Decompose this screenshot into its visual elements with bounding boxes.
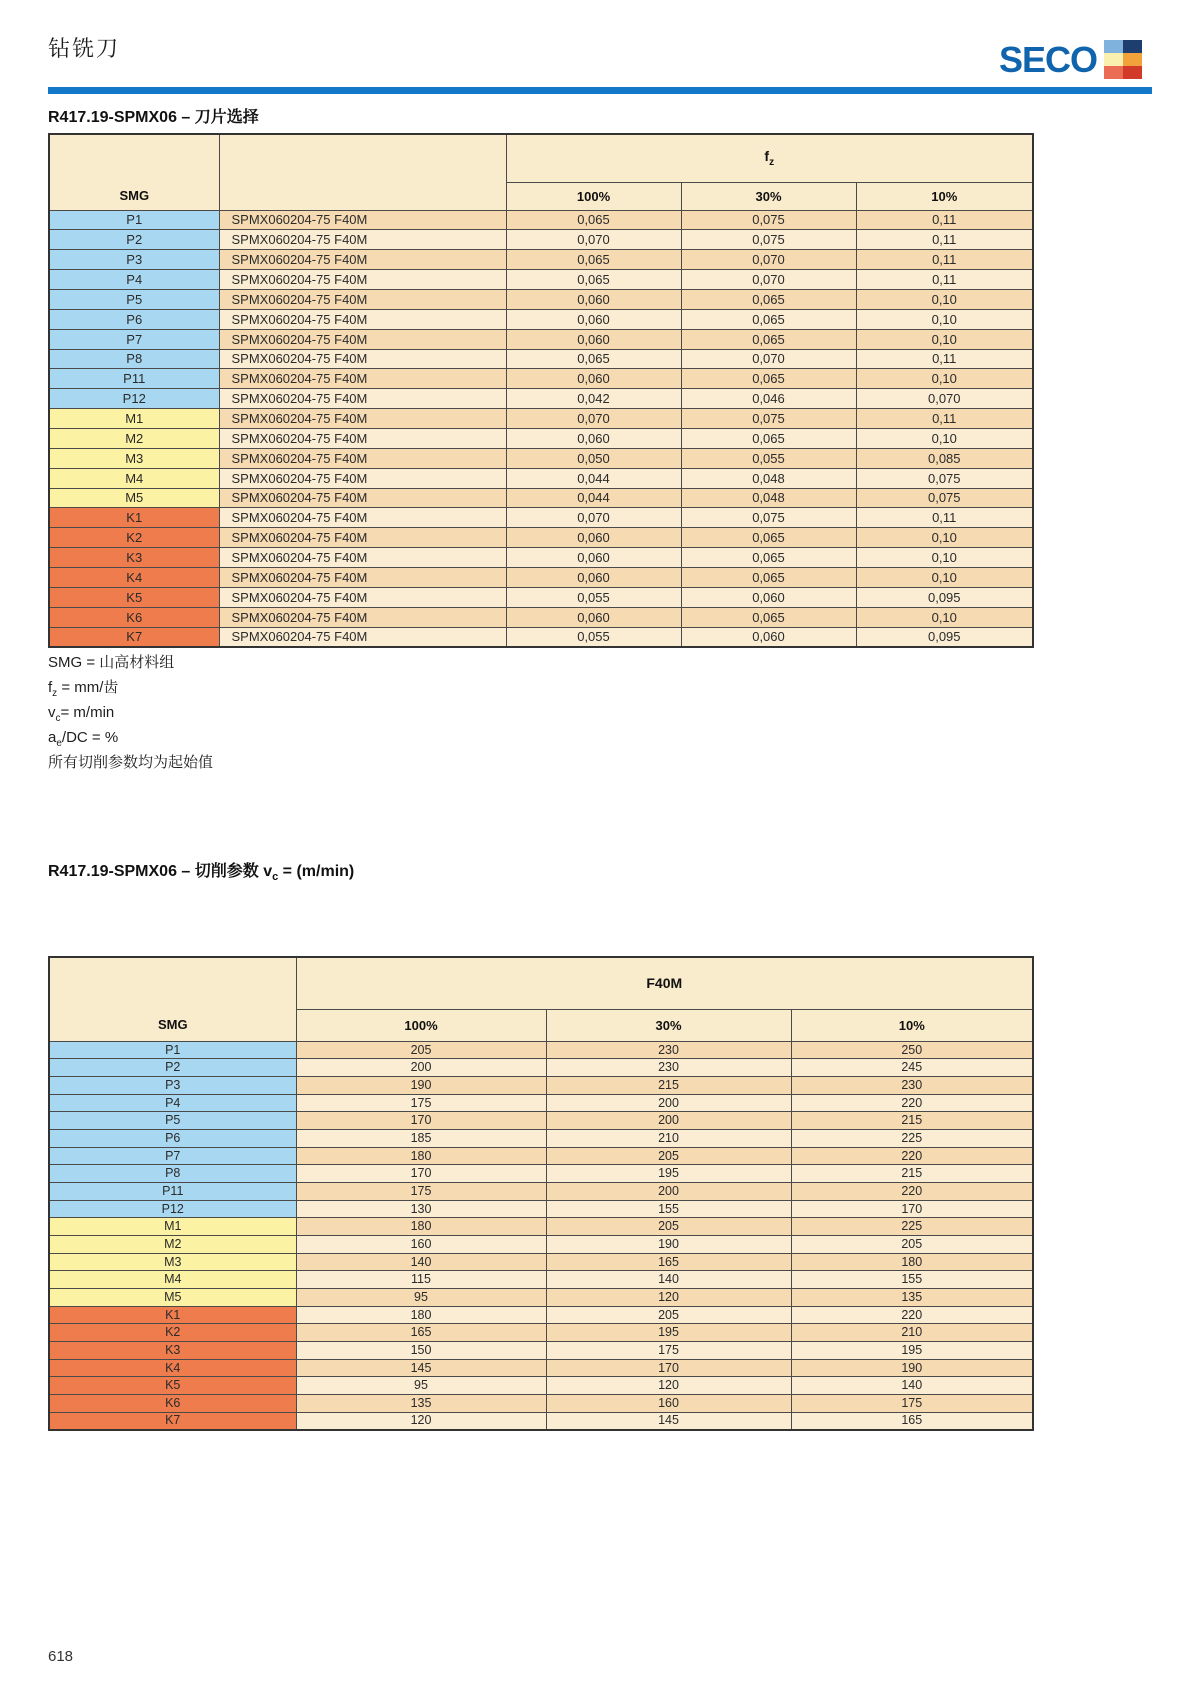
smg-cell: K4 [49, 1359, 296, 1377]
table-row [49, 567, 1033, 587]
value-10-cell: 220 [791, 1306, 1033, 1324]
value-10-cell: 0,10 [856, 567, 1033, 587]
smg-cell: P4 [49, 270, 219, 290]
insert-column-header [219, 134, 506, 210]
smg-cell: K6 [49, 1394, 296, 1412]
value-30-cell: 165 [546, 1253, 791, 1271]
value-10-cell: 220 [791, 1094, 1033, 1112]
value-100-cell: 170 [296, 1165, 546, 1183]
value-30-cell: 195 [546, 1324, 791, 1342]
percent-header-10: 10% [791, 1009, 1033, 1041]
logo-square-icon [1104, 40, 1123, 53]
table-row [49, 528, 1033, 548]
table-row [49, 1147, 1033, 1165]
footnote: $f_z = mm/$齿 [48, 679, 119, 699]
value-100-cell: 0,070 [506, 508, 681, 528]
value-100-cell: 0,060 [506, 567, 681, 587]
value-30-cell: 160 [546, 1394, 791, 1412]
smg-cell: M1 [49, 409, 219, 429]
smg-cell: M5 [49, 488, 219, 508]
seco-logo [999, 40, 1142, 79]
value-10-cell: 0,10 [856, 369, 1033, 389]
logo-square-icon [1123, 40, 1142, 53]
cutting-data-title: R417.19-SPMX06 – 切削参数 $v_c = (m/\min)$ [48, 863, 355, 884]
value-10-cell: 245 [791, 1059, 1033, 1077]
smg-cell: P12 [49, 1200, 296, 1218]
value-10-cell: 0,10 [856, 289, 1033, 309]
table-row [49, 627, 1033, 647]
footnote: $a_e/DC$ = % [48, 729, 119, 749]
table-row [49, 329, 1033, 349]
value-10-cell: 0,085 [856, 448, 1033, 468]
value-10-cell: 225 [791, 1129, 1033, 1147]
smg-cell: M1 [49, 1218, 296, 1236]
value-30-cell: 120 [546, 1288, 791, 1306]
table-row [49, 1412, 1033, 1430]
value-10-cell: 135 [791, 1288, 1033, 1306]
value-30-cell: 205 [546, 1218, 791, 1236]
value-10-cell: 0,075 [856, 488, 1033, 508]
smg-cell: P8 [49, 1165, 296, 1183]
table-row [49, 428, 1033, 448]
value-100-cell: 0,060 [506, 528, 681, 548]
value-30-cell: 175 [546, 1341, 791, 1359]
seco-logo-icon [1104, 40, 1142, 79]
insert-designation-cell: SPMX060204-75 F40M [219, 289, 506, 309]
value-30-cell: 155 [546, 1200, 791, 1218]
table-row [49, 389, 1033, 409]
value-100-cell: 165 [296, 1324, 546, 1342]
table-row [49, 1112, 1033, 1130]
value-100-cell: 180 [296, 1147, 546, 1165]
value-100-cell: 170 [296, 1112, 546, 1130]
table-row [49, 1076, 1033, 1094]
value-10-cell: 0,075 [856, 468, 1033, 488]
smg-cell: P11 [49, 369, 219, 389]
page-title: 钻铣刀 [48, 36, 121, 61]
value-100-cell: 135 [296, 1394, 546, 1412]
footnotes [48, 650, 213, 775]
footnote: 所有切削参数均为起始值 [48, 754, 214, 771]
logo-square-icon [1104, 66, 1123, 79]
value-100-cell: 0,060 [506, 428, 681, 448]
insert-designation-cell: SPMX060204-75 F40M [219, 488, 506, 508]
value-10-cell: 0,11 [856, 349, 1033, 369]
value-10-cell: 0,10 [856, 329, 1033, 349]
value-100-cell: 140 [296, 1253, 546, 1271]
value-100-cell: 180 [296, 1218, 546, 1236]
value-10-cell: 210 [791, 1324, 1033, 1342]
smg-cell: P2 [49, 1059, 296, 1077]
insert-designation-cell: SPMX060204-75 F40M [219, 309, 506, 329]
table-row [49, 488, 1033, 508]
value-10-cell: 170 [791, 1200, 1033, 1218]
table-row [49, 1218, 1033, 1236]
footnote: SMG = 山高材料组 [48, 654, 175, 671]
value-10-cell: 175 [791, 1394, 1033, 1412]
table-row [49, 1306, 1033, 1324]
table-row [49, 1359, 1033, 1377]
smg-cell: K1 [49, 1306, 296, 1324]
smg-cell: P5 [49, 289, 219, 309]
value-10-cell: 0,11 [856, 508, 1033, 528]
value-30-cell: 0,065 [681, 567, 856, 587]
insert-designation-cell: SPMX060204-75 F40M [219, 230, 506, 250]
percent-header-10: 10% [856, 182, 1033, 210]
value-30-cell: 190 [546, 1235, 791, 1253]
smg-cell: P2 [49, 230, 219, 250]
value-10-cell: 220 [791, 1182, 1033, 1200]
insert-selection-table [48, 133, 1034, 648]
value-100-cell: 0,070 [506, 409, 681, 429]
footnote: $v_c= m/\min$ [48, 704, 115, 724]
value-30-cell: 210 [546, 1129, 791, 1147]
value-30-cell: 215 [546, 1076, 791, 1094]
value-100-cell: 130 [296, 1200, 546, 1218]
value-30-cell: 205 [546, 1306, 791, 1324]
percent-header-100: 100% [296, 1009, 546, 1041]
smg-cell: K5 [49, 587, 219, 607]
value-10-cell: 215 [791, 1112, 1033, 1130]
smg-cell: M3 [49, 1253, 296, 1271]
smg-cell: P7 [49, 329, 219, 349]
smg-cell: P11 [49, 1182, 296, 1200]
insert-designation-cell: SPMX060204-75 F40M [219, 270, 506, 290]
value-10-cell: 220 [791, 1147, 1033, 1165]
table-row [49, 1377, 1033, 1395]
smg-cell: P4 [49, 1094, 296, 1112]
value-30-cell: 0,065 [681, 607, 856, 627]
value-100-cell: 145 [296, 1359, 546, 1377]
value-100-cell: 0,070 [506, 230, 681, 250]
table-row [49, 230, 1033, 250]
value-30-cell: 120 [546, 1377, 791, 1395]
value-30-cell: 0,060 [681, 627, 856, 647]
value-10-cell: 0,10 [856, 528, 1033, 548]
insert-designation-cell: SPMX060204-75 F40M [219, 567, 506, 587]
value-10-cell: 190 [791, 1359, 1033, 1377]
value-100-cell: 180 [296, 1306, 546, 1324]
table-row [49, 1288, 1033, 1306]
smg-cell: M2 [49, 1235, 296, 1253]
page-number: 618 [48, 1648, 74, 1665]
insert-designation-cell: SPMX060204-75 F40M [219, 428, 506, 448]
value-10-cell: 0,11 [856, 250, 1033, 270]
value-30-cell: 200 [546, 1112, 791, 1130]
value-100-cell: 0,055 [506, 627, 681, 647]
value-100-cell: 0,060 [506, 329, 681, 349]
value-10-cell: 155 [791, 1271, 1033, 1289]
value-30-cell: 145 [546, 1412, 791, 1430]
value-100-cell: 0,065 [506, 270, 681, 290]
insert-designation-cell: SPMX060204-75 F40M [219, 409, 506, 429]
table-row [49, 1235, 1033, 1253]
smg-cell: K2 [49, 528, 219, 548]
table-row [49, 1094, 1033, 1112]
value-10-cell: 140 [791, 1377, 1033, 1395]
table-row [49, 587, 1033, 607]
value-100-cell: 200 [296, 1059, 546, 1077]
percent-header-30: 30% [681, 182, 856, 210]
value-30-cell: 195 [546, 1165, 791, 1183]
insert-designation-cell: SPMX060204-75 F40M [219, 210, 506, 230]
value-30-cell: 0,048 [681, 468, 856, 488]
value-30-cell: 230 [546, 1041, 791, 1059]
table-row [49, 270, 1033, 290]
value-100-cell: 95 [296, 1288, 546, 1306]
value-10-cell: 180 [791, 1253, 1033, 1271]
grade-group-header: F40M [296, 957, 1033, 1009]
smg-cell: K3 [49, 548, 219, 568]
group-header-row [49, 957, 1033, 1009]
value-30-cell: 0,065 [681, 309, 856, 329]
value-10-cell: 225 [791, 1218, 1033, 1236]
value-30-cell: 0,070 [681, 250, 856, 270]
insert-designation-cell: SPMX060204-75 F40M [219, 468, 506, 488]
value-100-cell: 150 [296, 1341, 546, 1359]
insert-designation-cell: SPMX060204-75 F40M [219, 508, 506, 528]
table-row [49, 409, 1033, 429]
table-row [49, 289, 1033, 309]
insert-designation-cell: SPMX060204-75 F40M [219, 548, 506, 568]
insert-designation-cell: SPMX060204-75 F40M [219, 607, 506, 627]
table-row [49, 1182, 1033, 1200]
smg-cell: P1 [49, 210, 219, 230]
value-30-cell: 0,065 [681, 289, 856, 309]
value-30-cell: 0,060 [681, 587, 856, 607]
percent-header-100: 100% [506, 182, 681, 210]
smg-cell: K3 [49, 1341, 296, 1359]
table-row [49, 607, 1033, 627]
value-10-cell: 0,095 [856, 627, 1033, 647]
table-row [49, 1200, 1033, 1218]
value-100-cell: 160 [296, 1235, 546, 1253]
table-row [49, 508, 1033, 528]
value-30-cell: 0,075 [681, 230, 856, 250]
logo-square-icon [1123, 53, 1142, 66]
logo-square-icon [1104, 53, 1123, 66]
insert-designation-cell: SPMX060204-75 F40M [219, 448, 506, 468]
value-100-cell: 0,044 [506, 468, 681, 488]
smg-cell: M5 [49, 1288, 296, 1306]
value-100-cell: 0,065 [506, 250, 681, 270]
value-30-cell: 0,055 [681, 448, 856, 468]
value-30-cell: 0,046 [681, 389, 856, 409]
smg-cell: P1 [49, 1041, 296, 1059]
value-10-cell: 0,095 [856, 587, 1033, 607]
seco-logo-text: SECO [998, 38, 1097, 80]
smg-column-header: SMG [49, 134, 219, 210]
smg-cell: P12 [49, 389, 219, 409]
value-30-cell: 200 [546, 1094, 791, 1112]
smg-cell: M4 [49, 1271, 296, 1289]
value-10-cell: 215 [791, 1165, 1033, 1183]
value-100-cell: 0,055 [506, 587, 681, 607]
smg-cell: K5 [49, 1377, 296, 1395]
value-100-cell: 0,060 [506, 369, 681, 389]
cutting-data-table [48, 956, 1034, 1431]
value-100-cell: 0,044 [506, 488, 681, 508]
smg-cell: P3 [49, 1076, 296, 1094]
fz-group-header: $f_z$ [506, 134, 1033, 182]
smg-cell: K7 [49, 1412, 296, 1430]
value-100-cell: 0,060 [506, 289, 681, 309]
table-row [49, 1041, 1033, 1059]
value-100-cell: 175 [296, 1094, 546, 1112]
insert-designation-cell: SPMX060204-75 F40M [219, 369, 506, 389]
smg-cell: K4 [49, 567, 219, 587]
value-30-cell: 0,070 [681, 270, 856, 290]
table-row [49, 1271, 1033, 1289]
value-30-cell: 140 [546, 1271, 791, 1289]
smg-cell: K6 [49, 607, 219, 627]
smg-cell: P8 [49, 349, 219, 369]
value-30-cell: 0,065 [681, 428, 856, 448]
value-10-cell: 195 [791, 1341, 1033, 1359]
value-100-cell: 115 [296, 1271, 546, 1289]
value-30-cell: 170 [546, 1359, 791, 1377]
insert-designation-cell: SPMX060204-75 F40M [219, 349, 506, 369]
insert-selection-title: R417.19-SPMX06 – 刀片选择 [48, 109, 259, 126]
value-100-cell: 0,042 [506, 389, 681, 409]
group-header-row [49, 134, 1033, 182]
value-10-cell: 0,11 [856, 230, 1033, 250]
logo-square-icon [1123, 66, 1142, 79]
value-100-cell: 190 [296, 1076, 546, 1094]
value-30-cell: 0,065 [681, 369, 856, 389]
value-100-cell: 0,065 [506, 349, 681, 369]
value-30-cell: 200 [546, 1182, 791, 1200]
value-100-cell: 95 [296, 1377, 546, 1395]
smg-cell: K7 [49, 627, 219, 647]
smg-column-header: SMG [49, 957, 296, 1041]
header-divider [48, 87, 1152, 94]
table-row [49, 468, 1033, 488]
value-10-cell: 165 [791, 1412, 1033, 1430]
value-10-cell: 0,11 [856, 210, 1033, 230]
table-row [49, 1059, 1033, 1077]
table-row [49, 1253, 1033, 1271]
value-10-cell: 0,11 [856, 270, 1033, 290]
smg-cell: K2 [49, 1324, 296, 1342]
value-10-cell: 250 [791, 1041, 1033, 1059]
table-row [49, 250, 1033, 270]
table-row [49, 369, 1033, 389]
smg-cell: M3 [49, 448, 219, 468]
value-100-cell: 0,060 [506, 607, 681, 627]
smg-cell: M4 [49, 468, 219, 488]
smg-cell: P6 [49, 1129, 296, 1147]
table-row [49, 1394, 1033, 1412]
table-row [49, 210, 1033, 230]
insert-designation-cell: SPMX060204-75 F40M [219, 627, 506, 647]
value-30-cell: 0,065 [681, 329, 856, 349]
smg-cell: M2 [49, 428, 219, 448]
value-10-cell: 0,10 [856, 309, 1033, 329]
smg-cell: P3 [49, 250, 219, 270]
value-100-cell: 120 [296, 1412, 546, 1430]
value-100-cell: 175 [296, 1182, 546, 1200]
insert-designation-cell: SPMX060204-75 F40M [219, 250, 506, 270]
table-row [49, 1165, 1033, 1183]
value-100-cell: 0,060 [506, 548, 681, 568]
value-30-cell: 230 [546, 1059, 791, 1077]
insert-designation-cell: SPMX060204-75 F40M [219, 329, 506, 349]
value-10-cell: 230 [791, 1076, 1033, 1094]
value-100-cell: 0,065 [506, 210, 681, 230]
value-10-cell: 0,10 [856, 428, 1033, 448]
table-row [49, 1341, 1033, 1359]
smg-cell: P6 [49, 309, 219, 329]
insert-designation-cell: SPMX060204-75 F40M [219, 389, 506, 409]
table-row [49, 448, 1033, 468]
value-100-cell: 0,060 [506, 309, 681, 329]
value-30-cell: 205 [546, 1147, 791, 1165]
table-row [49, 349, 1033, 369]
value-30-cell: 0,048 [681, 488, 856, 508]
insert-designation-cell: SPMX060204-75 F40M [219, 587, 506, 607]
value-100-cell: 205 [296, 1041, 546, 1059]
percent-header-30: 30% [546, 1009, 791, 1041]
smg-cell: P5 [49, 1112, 296, 1130]
value-30-cell: 0,075 [681, 409, 856, 429]
value-100-cell: 0,050 [506, 448, 681, 468]
table-row [49, 1129, 1033, 1147]
value-30-cell: 0,065 [681, 528, 856, 548]
value-10-cell: 0,070 [856, 389, 1033, 409]
smg-cell: K1 [49, 508, 219, 528]
table-row [49, 309, 1033, 329]
value-100-cell: 185 [296, 1129, 546, 1147]
table-row [49, 548, 1033, 568]
value-30-cell: 0,075 [681, 210, 856, 230]
table-row [49, 1324, 1033, 1342]
value-30-cell: 0,065 [681, 548, 856, 568]
smg-cell: P7 [49, 1147, 296, 1165]
value-30-cell: 0,070 [681, 349, 856, 369]
value-10-cell: 0,10 [856, 548, 1033, 568]
value-10-cell: 0,10 [856, 607, 1033, 627]
insert-designation-cell: SPMX060204-75 F40M [219, 528, 506, 548]
value-30-cell: 0,075 [681, 508, 856, 528]
value-10-cell: 0,11 [856, 409, 1033, 429]
value-10-cell: 205 [791, 1235, 1033, 1253]
